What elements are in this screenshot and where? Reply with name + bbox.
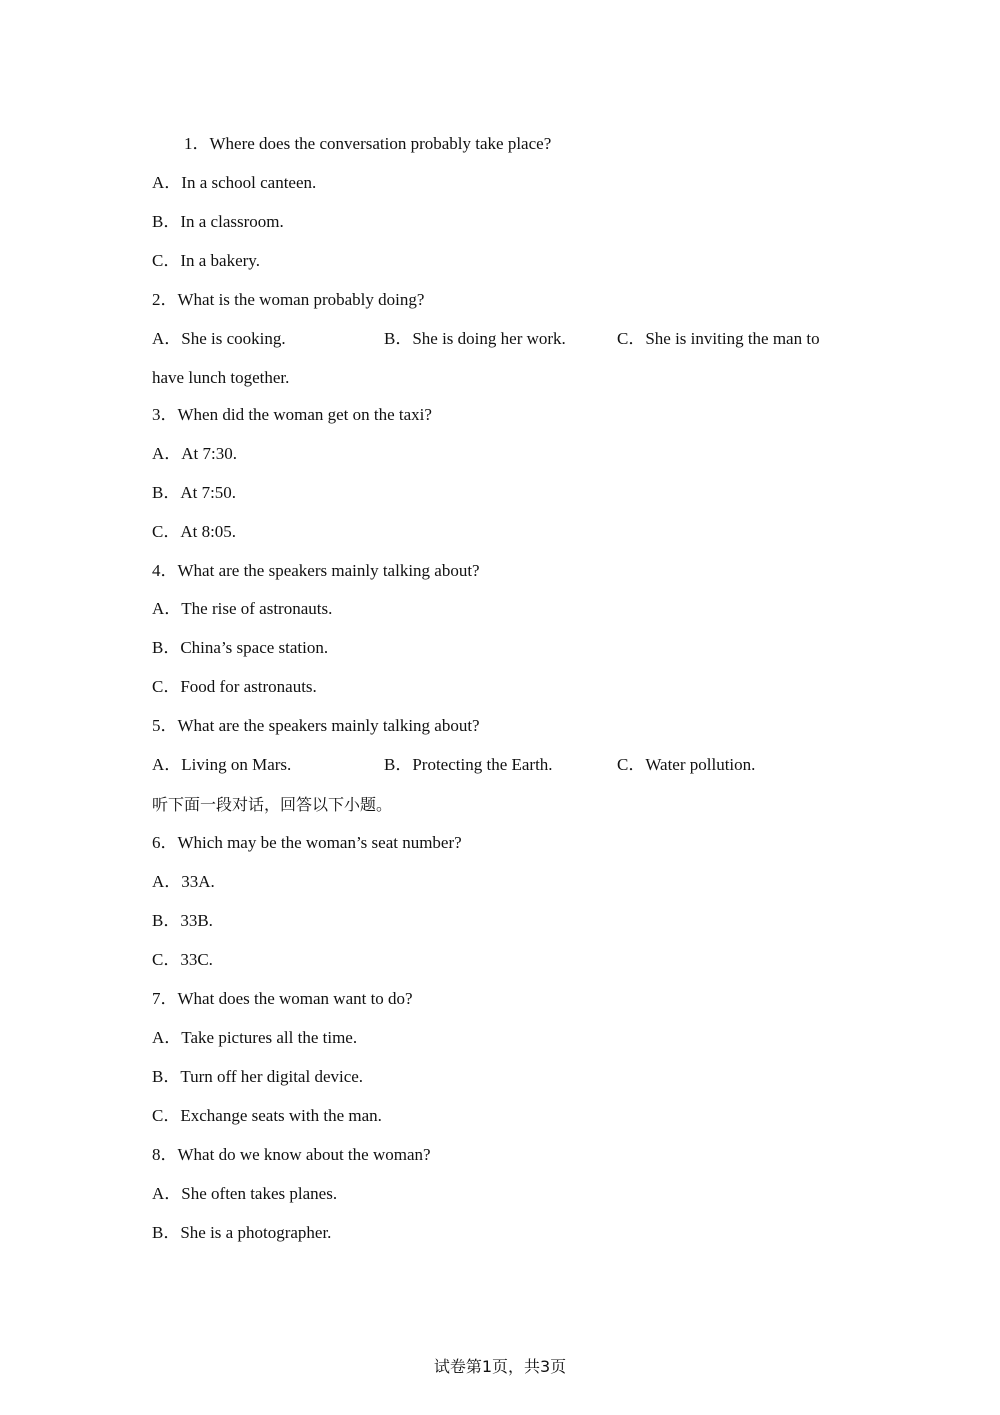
- question-3-option-b: B．At 7:50.: [152, 483, 237, 502]
- question-4-option-a: A．The rise of astronauts.: [152, 599, 333, 618]
- question-3-option-a: A．At 7:30.: [152, 444, 237, 463]
- question-8-option-a: A．She often takes planes.: [152, 1184, 338, 1203]
- question-2-stem: 2．What is the woman probably doing?: [152, 290, 425, 309]
- question-2-option-c: C．She is inviting the man to: [617, 329, 820, 348]
- question-2-option-a: A．She is cooking.: [152, 329, 286, 348]
- question-7-option-c: C．Exchange seats with the man.: [152, 1106, 382, 1125]
- question-4-stem: 4．What are the speakers mainly talking about?: [152, 561, 480, 580]
- question-4-option-b: B．China’s space station.: [152, 638, 329, 657]
- question-7-option-b: B．Turn off her digital device.: [152, 1067, 364, 1086]
- question-6-option-c: C．33C.: [152, 950, 213, 969]
- question-4-option-c: C．Food for astronauts.: [152, 677, 317, 696]
- question-6-option-a: A．33A.: [152, 872, 215, 891]
- question-5-option-b: B．Protecting the Earth.: [384, 755, 553, 774]
- question-6-option-b: B．33B.: [152, 911, 213, 930]
- question-2-option-b: B．She is doing her work.: [384, 329, 566, 348]
- question-7-stem: 7．What does the woman want to do?: [152, 989, 413, 1008]
- question-5-option-a: A．Living on Mars.: [152, 755, 292, 774]
- question-5-stem: 5．What are the speakers mainly talking about?: [152, 716, 480, 735]
- question-5-option-c: C．Water pollution.: [617, 755, 756, 774]
- question-6-stem: 6．Which may be the woman’s seat number?: [152, 833, 462, 852]
- question-3-option-c: C．At 8:05.: [152, 522, 237, 541]
- question-2-option-c-continuation: have lunch together.: [152, 368, 290, 387]
- question-3-stem: 3．When did the woman get on the taxi?: [152, 405, 432, 424]
- question-7-option-a: A．Take pictures all the time.: [152, 1028, 358, 1047]
- question-1-option-b: B．In a classroom.: [152, 212, 284, 231]
- question-8-option-b: B．She is a photographer.: [152, 1223, 332, 1242]
- section-instruction: 听下面一段对话，回答以下小题。: [152, 795, 393, 814]
- question-1-stem: 1．Where does the conversation probably take place?: [184, 134, 552, 153]
- question-8-stem: 8．What do we know about the woman?: [152, 1145, 431, 1164]
- question-1-option-c: C．In a bakery.: [152, 251, 260, 270]
- question-1-option-a: A．In a school canteen.: [152, 173, 317, 192]
- page-footer: 试卷第1页，共3页: [433, 1357, 567, 1376]
